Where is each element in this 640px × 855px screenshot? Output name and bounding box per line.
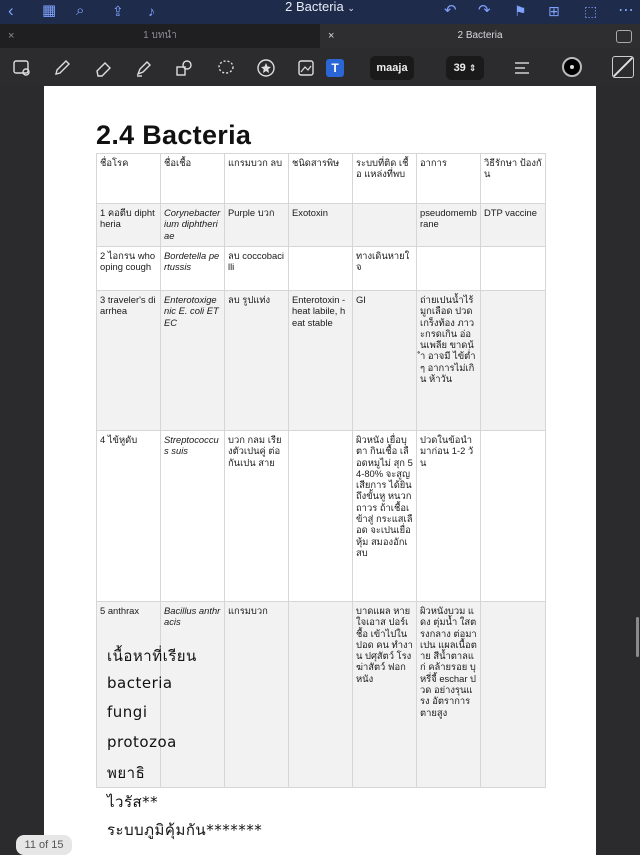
more-icon[interactable]: ⋯ [618,2,634,19]
table-cell: ผิวหนังบวม แดง ตุ่มน้ำ ใสตรงกลาง ต่อมาเปน แผลเนื้อตาย สีน้ำตาลแก่ คล้ายรอย บุหรี่จี้ eschar ปวด อย่างรุนแรง อัตราการ ตายสูง [417,602,481,788]
text-tool-icon[interactable]: T [326,59,344,77]
bacteria-table [96,153,546,788]
export-icon[interactable]: ⬚ [584,3,598,19]
new-page-icon[interactable]: ⊞ [548,3,560,19]
pen-icon[interactable] [52,58,72,78]
table-cell [289,602,353,788]
table-cell: Enterotoxigenic E. coli ETEC [161,291,225,431]
table-cell: แกรมบวก [225,602,289,788]
font-size-value: 39 [453,62,466,74]
tab-bar [0,24,640,49]
handwriting-line: protozoa [107,733,177,751]
table-cell: ผิวหนัง เยื่อบุ ตา กินเชื้อ เลือดหมูไม่ สุก 54-80% จะสูญเสียการ ได้ยิน ถึงขั้นหู หนวกถาวร ถ้าเชื้อเข้าสู่ กระแสเลือด จะเปนเยื่อหุ้ม สมองอักเสบ [353,431,417,602]
handwriting-line: fungi [107,703,148,721]
table-cell [481,291,546,431]
table-cell: Bordetella pertussis [161,247,225,291]
lasso-read-icon[interactable] [12,58,32,78]
close-tab-icon[interactable]: × [8,30,15,42]
table-cell: 5 anthrax [97,602,161,788]
table-cell: 3 traveler's diarrhea [97,291,161,431]
lasso-icon[interactable] [216,58,236,78]
close-tab-icon[interactable]: × [328,30,335,42]
font-size-stepper[interactable] [446,56,484,80]
font-selector[interactable] [370,56,414,80]
tab-chapter-2[interactable] [320,24,640,48]
table-cell: 2 ไอกรน whooping cough [97,247,161,291]
table-cell [481,602,546,788]
table-row [97,247,546,291]
share-icon[interactable]: ⇪ [112,3,124,19]
header-cell: ชนิดสารพิษ [289,154,353,204]
table-cell: Purple บวก [225,204,289,247]
header-cell: ระบบที่ติด เชื้อ แหล่งที่พบ [353,154,417,204]
page-title: 2.4 Bacteria [96,120,252,150]
handwriting-line: bacteria [107,674,173,692]
table-cell: Corynebacterium diphtheriae [161,204,225,247]
header-cell: ชื่อเชื้อ [161,154,225,204]
shapes-icon[interactable] [174,58,194,78]
scrollbar[interactable] [636,617,639,657]
table-row [97,431,546,602]
page-counter: 11 of 15 [16,835,72,855]
table-cell: DTP vaccine [481,204,546,247]
table-cell: 4 ไข้หูดับ [97,431,161,602]
document-title[interactable] [0,0,640,15]
table-cell [289,431,353,602]
table-cell: 1 คอตีบ diphtheria [97,204,161,247]
back-chevron-icon[interactable]: ‹ [8,1,14,20]
font-name: maaja [376,62,408,74]
new-tab-icon[interactable] [616,30,632,43]
no-fill-icon[interactable] [612,56,634,78]
search-icon[interactable]: ⌕ [76,2,85,19]
tab-chapter-1[interactable] [0,24,320,48]
highlighter-icon[interactable] [134,58,154,78]
table-row [97,291,546,431]
table-cell: บาดแผล หายใจเอาส ปอร์เชื้อ เข้าไปใน ปอด คน ทำงาน ปศุสัตว์ โรง ฆ่าสัตว์ ฟอก หนัง [353,602,417,788]
handwriting-line: เนื้อหาที่เรียน [107,647,197,665]
header-cell: แกรมบวก ลบ [225,154,289,204]
header-cell: วิธีรักษา ป้องกัน [481,154,546,204]
table-row [97,204,546,247]
grid-view-icon[interactable]: ▦ [42,2,57,19]
table-cell: ทางเดินหายใจ [353,247,417,291]
image-icon[interactable] [296,58,316,78]
table-row [97,602,546,788]
stepper-arrows-icon: ⇕ [468,63,477,73]
sticker-icon[interactable] [256,58,276,78]
table-cell: pseudomembrane [417,204,481,247]
microphone-icon[interactable]: ♪ [148,3,155,19]
table-cell [289,247,353,291]
table-cell: GI [353,291,417,431]
document-title-text: 2 Bacteria [285,0,344,14]
handwriting-line: พยาธิ [107,764,146,782]
eraser-icon[interactable] [94,58,114,78]
table-cell: ถ่ายเปนน้ำไร้ มูกเลือด ปวด เกร็งท้อง ภาวะกรดเกิน อ่อนเพลีย ขาดน้ำ อาจมี ไข้ต่ำ ๆ อาการไม่เกิน ห้าวัน [417,291,481,431]
tab-label: 1 บทนำ [143,30,177,41]
table-cell [417,247,481,291]
undo-icon[interactable]: ↶ [444,2,457,19]
table-cell: Bacillus anthracis [161,602,225,788]
align-icon[interactable] [512,58,532,78]
table-cell: บวก กลม เรียงตัวเปนคู่ ต่อกันเปน สาย [225,431,289,602]
chevron-down-icon: ⌄ [347,3,355,13]
table-cell: ลบ coccobacilli [225,247,289,291]
title-bar [0,0,640,24]
document-page[interactable] [44,86,596,855]
table-cell: Exotoxin [289,204,353,247]
handwriting-line: ไวรัส** [107,793,159,811]
table-cell: Enterotoxin - heat labile, heat stable [289,291,353,431]
tab-label: 2 Bacteria [457,30,503,41]
table-cell [481,247,546,291]
table-header-row [97,154,546,204]
handwriting-line: ระบบภูมิคุ้มกัน******* [107,821,263,839]
table-cell: ลบ รูปแท่ง [225,291,289,431]
table-cell: Streptococcus suis [161,431,225,602]
tool-bar [0,48,640,86]
header-cell: อาการ [417,154,481,204]
bookmark-icon[interactable]: ⚑ [514,3,527,19]
redo-icon[interactable]: ↷ [478,2,491,19]
table-cell [481,431,546,602]
header-cell: ชื่อโรค [97,154,161,204]
table-cell: ปวดในข้อนำ มาก่อน 1-2 วัน [417,431,481,602]
table-cell [353,204,417,247]
color-picker-icon[interactable] [562,57,582,77]
